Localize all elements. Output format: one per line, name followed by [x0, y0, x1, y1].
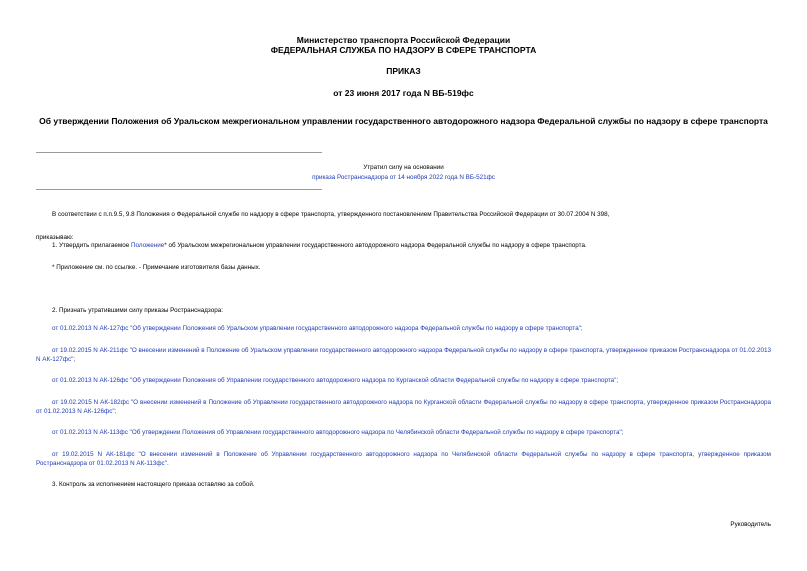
item-1-end: * об Уральском межрегиональном управлении государственного автодорожного надзора Федеральной службы по надзору в сфере транспорта.: [164, 242, 587, 249]
repealed-order-1[interactable]: от 01.02.2013 N АК-127фс "Об утверждении Положения об Уральском управлении государственного автодорожного надзора Федеральной службы по надзору в сфере транспорта";: [52, 325, 583, 332]
orders-word: приказываю:: [36, 234, 74, 241]
repealed-order-3[interactable]: от 01.02.2013 N АК-126фс "Об утверждении Положения об Управлении государственного автодорожного надзора по Курганской области Федеральной службы по надзору в сфере транспорта";: [52, 377, 619, 384]
repealed-order-4[interactable]: от 19.02.2015 N АК-182фс "О внесении изменений в Положение об Управлении государственного автодорожного надзора по Курганской области Федеральной службы по надзору в сфере транспорта, утвержденное приказом Ространснадзора от 01.02.2013 N АК-126фс";: [36, 399, 771, 415]
divider-top: [36, 152, 322, 153]
repealed-order-2[interactable]: от 19.02.2015 N АК-211фс "О внесении изменений в Положение об Уральском управлении государственного автодорожного надзора Федеральной службы по надзору в сфере транспорта, утвержденное приказом Ространснадзора от 01.02.2013 N АК-127фс";: [36, 347, 771, 363]
repealed-order-6[interactable]: от 19.02.2015 N АК-181фс "О внесении изменений в Положение об Управлении государственного автодорожного надзора по Челябинской области Федеральной службы по надзору в сфере транспорта, утвержденное приказом Ространснадзора от 01.02.2013 N АК-113фс".: [36, 451, 771, 467]
divider-bottom: [36, 189, 322, 190]
status-note: Утратил силу на основании: [363, 164, 444, 171]
doc-date-number: от 23 июня 2017 года N ВБ-519фс: [333, 88, 474, 98]
doc-type: ПРИКАЗ: [386, 66, 421, 76]
doc-title: Об утверждении Положения об Уральском межрегиональном управлении государственного автодорожного надзора Федеральной службы по надзору в сфере транспорта: [39, 116, 768, 126]
item-2: 2. Признать утратившими силу приказы Ространснадзора:: [52, 307, 223, 314]
signature-title: Руководитель: [730, 521, 771, 528]
repealed-order-5[interactable]: от 01.02.2013 N АК-113фс "Об утверждении Положения об Управлении государственного автодорожного надзора по Челябинской области Федеральной службы по надзору в сфере транспорта";: [52, 429, 624, 436]
item-1-start: 1. Утвердить прилагаемое: [52, 242, 131, 249]
service-name: ФЕДЕРАЛЬНАЯ СЛУЖБА ПО НАДЗОРУ В СФЕРЕ ТРАНСПОРТА: [270, 45, 537, 55]
footnote: * Приложение см. по ссылке. - Примечание изготовителя базы данных.: [52, 264, 261, 271]
status-link[interactable]: приказа Ространснадзора от 14 ноября 2022 года N ВБ-521фс: [312, 174, 495, 181]
item-1-link[interactable]: Положение: [130, 242, 165, 249]
item-1: [52, 242, 771, 251]
ministry-name: Министерство транспорта Российской Федерации: [296, 35, 511, 45]
item-3: 3. Контроль за исполнением настоящего приказа оставляю за собой.: [52, 481, 255, 488]
preamble: В соответствии с п.п.9.5, 9.8 Положения о Федеральной службе по надзору в сфере транспорта, утвержденного постановлением Правительства Российской Федерации от 30.07.2004 N 398,: [52, 211, 610, 218]
